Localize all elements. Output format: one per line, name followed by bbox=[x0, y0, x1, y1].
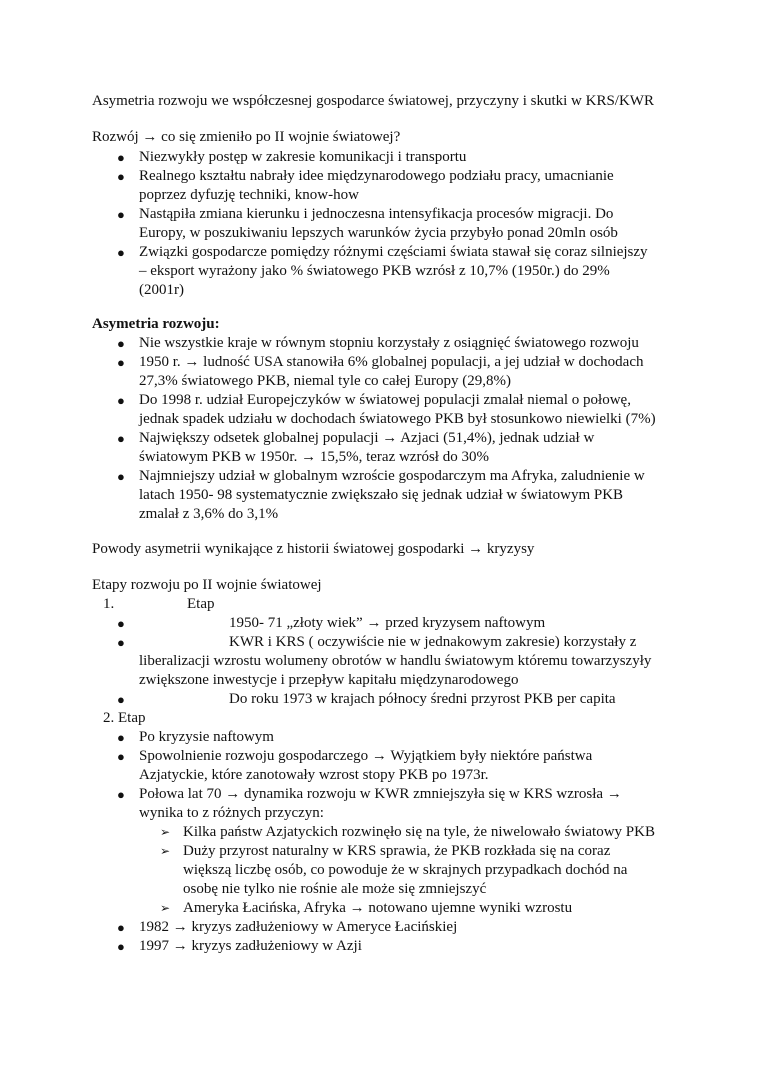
list-item: Spowolnienie rozwoju gospodarczego → Wyjątkiem były niektóre państwa bbox=[139, 748, 593, 764]
bullet-icon: ● bbox=[117, 469, 125, 484]
list-item-continuation: (2001r) bbox=[139, 282, 184, 298]
bullet-icon: ● bbox=[117, 150, 125, 165]
list-item: Największy odsetek globalnej populacji → Azjaci (51,4%), jednak udział w bbox=[139, 430, 595, 446]
section-heading-development: Rozwój → co się zmieniło po II wojnie światowej? bbox=[92, 129, 401, 145]
list-item-continuation: światowym PKB w 1950r. → 15,5%, teraz wzrósł do 30% bbox=[139, 449, 489, 465]
list-item-continuation: Europy, w poszukiwaniu lepszych warunków życia przybyło ponad 20mln osób bbox=[139, 225, 618, 241]
list-item: Realnego kształtu nabrały idee międzynarodowego podziału pracy, umacnianie bbox=[139, 168, 614, 184]
arrowhead-bullet-icon: ➢ bbox=[160, 844, 171, 858]
list-item: Nie wszystkie kraje w równym stopniu korzystały z osiągnięć światowego rozwoju bbox=[139, 335, 639, 351]
list-item-continuation: 27,3% światowego PKB, niemal tyle co całej Europy (29,8%) bbox=[139, 373, 511, 389]
bullet-icon: ● bbox=[117, 336, 125, 351]
bullet-icon: ● bbox=[117, 207, 125, 222]
list-item: Po kryzysie naftowym bbox=[139, 729, 274, 745]
list-item: 1997 → kryzys zadłużeniowy w Azji bbox=[139, 938, 362, 954]
arrowhead-bullet-icon: ➢ bbox=[160, 901, 171, 915]
list-item: Niezwykły postęp w zakresie komunikacji i transportu bbox=[139, 149, 467, 165]
list-item-continuation: Azjatyckie, które zanotowały wzrost stopy PKB po 1973r. bbox=[139, 767, 489, 783]
list-item-continuation: – eksport wyrażony jako % światowego PKB wzrósł z 10,7% (1950r.) do 29% bbox=[139, 263, 610, 279]
list-item: Do roku 1973 w krajach północy średni przyrost PKB per capita bbox=[229, 691, 616, 707]
stage-label: 2. Etap bbox=[103, 710, 146, 726]
sub-list-item: Kilka państw Azjatyckich rozwinęło się na tyle, że niwelowało światowy PKB bbox=[183, 824, 655, 840]
sub-list-item: Duży przyrost naturalny w KRS sprawia, że PKB rozkłada się na coraz bbox=[183, 843, 611, 859]
arrowhead-bullet-icon: ➢ bbox=[160, 825, 171, 839]
bullet-icon: ● bbox=[117, 635, 125, 650]
list-item: 1950- 71 „złoty wiek” → przed kryzysem naftowym bbox=[229, 615, 546, 631]
list-item-continuation: zmalał z 3,6% do 3,1% bbox=[139, 506, 279, 522]
bullet-icon: ● bbox=[117, 920, 125, 935]
list-item-continuation: latach 1950- 98 systematycznie zwiększało się jednak udział w światowym PKB bbox=[139, 487, 624, 503]
bullet-icon: ● bbox=[117, 692, 125, 707]
list-item: Najmniejszy udział w globalnym wzroście gospodarczym ma Afryka, zaludnienie w bbox=[139, 468, 645, 484]
section-heading-reasons: Powody asymetrii wynikające z historii światowej gospodarki → kryzysy bbox=[92, 541, 535, 557]
sub-list-item-continuation: osobę nie tylko nie rośnie ale może się zmniejszyć bbox=[183, 881, 487, 897]
bullet-icon: ● bbox=[117, 431, 125, 446]
bullet-icon: ● bbox=[117, 616, 125, 631]
list-item: Związki gospodarcze pomiędzy różnymi częściami świata stawał się coraz silniejszy bbox=[139, 244, 648, 260]
sub-list-item: Ameryka Łacińska, Afryka → notowano ujemne wyniki wzrostu bbox=[183, 900, 573, 916]
bullet-icon: ● bbox=[117, 787, 125, 802]
bullet-icon: ● bbox=[117, 749, 125, 764]
stage-number: 1. bbox=[103, 596, 115, 612]
list-item: Połowa lat 70 → dynamika rozwoju w KWR zmniejszyła się w KRS wzrosła → bbox=[139, 786, 622, 802]
list-item: Nastąpiła zmiana kierunku i jednoczesna intensyfikacja procesów migracji. Do bbox=[139, 206, 614, 222]
bullet-icon: ● bbox=[117, 730, 125, 745]
stage-label: Etap bbox=[187, 596, 215, 612]
bullet-icon: ● bbox=[117, 939, 125, 954]
document-title: Asymetria rozwoju we współczesnej gospodarce światowej, przyczyny i skutki w KRS/KWR bbox=[92, 93, 654, 109]
list-item: KWR i KRS ( oczywiście nie w jednakowym zakresie) korzystały z bbox=[229, 634, 637, 650]
list-item-continuation: liberalizacji wzrostu wolumeny obrotów w handlu światowym któremu towarzyszyły bbox=[139, 653, 652, 669]
list-item: 1950 r. → ludność USA stanowiła 6% globalnej populacji, a jej udział w dochodach bbox=[139, 354, 644, 370]
list-item-continuation: jednak spadek udziału w dochodach światowego PKB był stosunkowo niewielki (7%) bbox=[139, 411, 656, 427]
bullet-icon: ● bbox=[117, 393, 125, 408]
list-item: 1982 → kryzys zadłużeniowy w Ameryce Łacińskiej bbox=[139, 919, 458, 935]
bullet-icon: ● bbox=[117, 245, 125, 260]
section-heading-asymmetry: Asymetria rozwoju: bbox=[92, 316, 220, 332]
bullet-icon: ● bbox=[117, 169, 125, 184]
sub-list-item-continuation: większą liczbę osób, co powoduje że w skrajnych przypadkach dochód na bbox=[183, 862, 628, 878]
list-item-continuation: wynika to z różnych przyczyn: bbox=[139, 805, 324, 821]
list-item: Do 1998 r. udział Europejczyków w światowej populacji zmalał niemal o połowę, bbox=[139, 392, 631, 408]
list-item-continuation: poprzez dyfuzję techniki, know-how bbox=[139, 187, 359, 203]
list-item-continuation: zwiększone inwestycje i przepływ kapitału międzynarodowego bbox=[139, 672, 519, 688]
section-heading-stages: Etapy rozwoju po II wojnie światowej bbox=[92, 577, 322, 593]
bullet-icon: ● bbox=[117, 355, 125, 370]
